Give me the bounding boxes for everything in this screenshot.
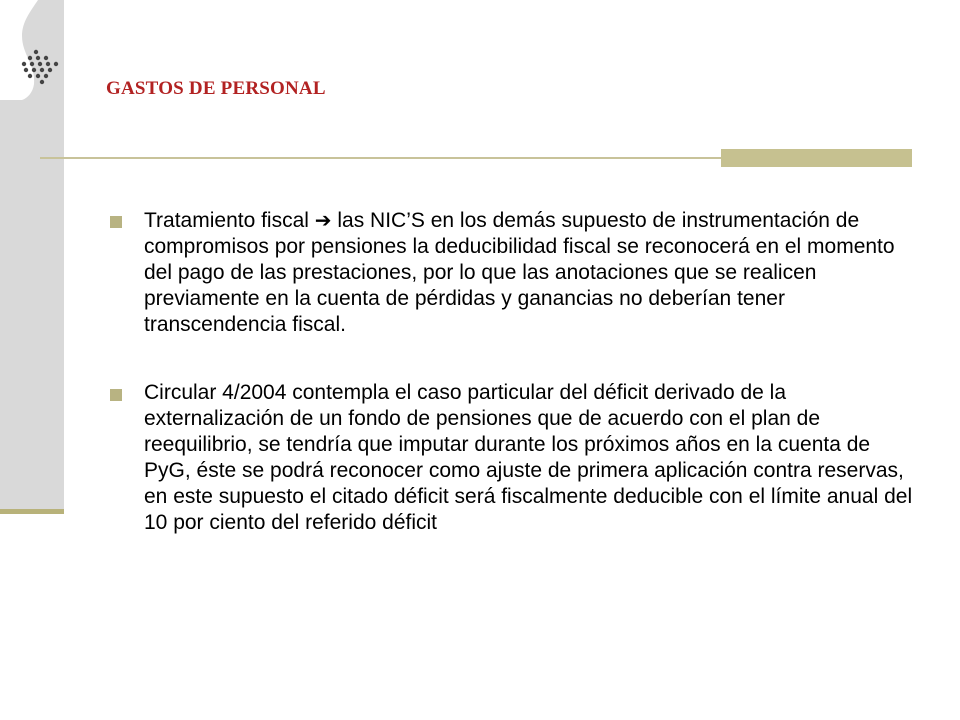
slide-title: GASTOS DE PERSONAL <box>106 78 326 99</box>
bullet-text: las NIC’S en los demás supuesto de instrumentación de compromisos por pensiones la deducibilidad fiscal se reconocerá en el momento del pago de las prestaciones, por lo que las anotaciones que se realicen previamente en la cuenta de pérdidas y ganancias no deberían tener transcendencia fiscal. <box>144 209 895 336</box>
bullet-item-circular <box>110 380 920 536</box>
bullet-item-tratamiento-fiscal <box>110 207 920 338</box>
bullet-square-icon <box>110 216 122 228</box>
sidebar-underline <box>0 509 64 514</box>
right-arrow-icon: ➔ <box>314 208 332 232</box>
title-divider-accent <box>721 149 912 167</box>
bullet-square-icon <box>110 389 122 401</box>
bullet-text-prefix: Tratamiento fiscal <box>144 209 315 232</box>
logo-icon <box>0 0 64 100</box>
bullet-list <box>110 207 920 578</box>
bullet-text: Circular 4/2004 contempla el caso particular del déficit derivado de la externalización de un fondo de pensiones que de acuerdo con el plan de reequilibrio, se tendría que imputar durante los próximos años en la cuenta de PyG, éste se podrá reconocer como ajuste de primera aplicación contra reservas, en este supuesto el citado déficit será fiscalmente deducible con el límite anual del 10 por ciento del referido déficit <box>144 381 913 534</box>
